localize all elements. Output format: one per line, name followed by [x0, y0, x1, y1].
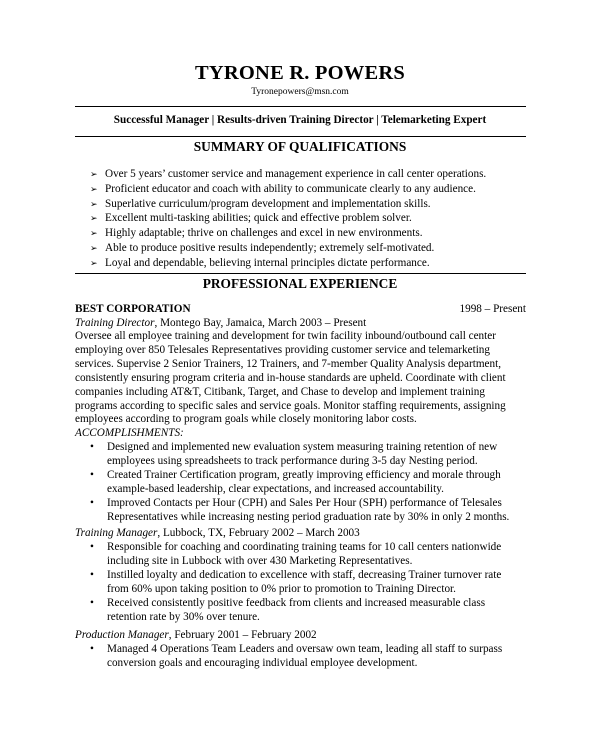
role-details: , February 2001 – February 2002: [168, 629, 317, 641]
role-title: Training Manager: [75, 527, 158, 539]
qualification-item: [90, 167, 486, 182]
bullet-line: from 60% upon taking position to 0% prior to promotion to Training Director.: [107, 582, 456, 595]
arrow-bullet-icon: ➢: [90, 228, 98, 239]
qualification-item: [90, 241, 486, 256]
accomplishment-item: [90, 643, 502, 671]
summary-heading: SUMMARY OF QUALIFICATIONS: [193, 139, 407, 154]
role-title: Production Manager: [75, 629, 169, 641]
bullet-line: Improved Contacts per Hour (CPH) and Sales Per Hour (SPH) performance of Telesales: [107, 496, 502, 509]
bullet-line: Designed and implemented new evaluation system measuring training retention of new: [107, 441, 498, 453]
accomplishments-list: [90, 441, 509, 524]
description-line: services. Supervise 2 Senior Trainers, 12 Trainers, and 7-member Quality Analysis department,: [75, 357, 501, 370]
company-dates: 1998 – Present: [459, 303, 526, 315]
bullet-icon: •: [90, 441, 94, 453]
divider-experience: [75, 273, 526, 274]
accomplishment-item: [90, 541, 501, 569]
role-header-production-manager: [75, 629, 317, 642]
accomplishments-label: ACCOMPLISHMENTS:: [75, 427, 184, 439]
bullet-icon: •: [90, 568, 94, 581]
bullet-line: Created Trainer Certification program, greatly improving efficiency and morale through: [107, 468, 501, 481]
candidate-email: Tyronepowers@msn.com: [251, 87, 349, 97]
role-description: [75, 330, 526, 427]
role-header-training-manager: [75, 527, 360, 540]
bullet-line: employees using spreadsheets to track performance during 3-5 day Nesting period.: [107, 454, 478, 467]
bullet-line: Instilled loyalty and dedication to excellence with staff, decreasing Trainer turnover rate: [107, 568, 502, 581]
qualification-text: Proficient educator and coach with ability to communicate clearly to any audience.: [105, 182, 476, 195]
qualification-text: Superlative curriculum/program development and implementation skills.: [105, 197, 431, 210]
qualification-text: Highly adaptable; thrive on challenges and excel in new environments.: [105, 227, 423, 240]
bullet-line: Received consistently positive feedback from clients and increased measurable class: [107, 596, 486, 609]
description-line: employing over 850 Telesales Representatives providing customer service and telemarketing: [75, 343, 490, 356]
description-line: employees according to program goals while closely monitoring labor costs.: [75, 413, 417, 426]
description-line: Oversee all employee training and development for twin facility inbound/outbound call center: [75, 330, 496, 342]
bullet-line: Responsible for coaching and coordinating training teams for 10 call centers nationwide: [107, 541, 502, 553]
arrow-bullet-icon: ➢: [90, 257, 98, 268]
bullet-icon: •: [90, 596, 94, 609]
description-line: consistently ensuring program criteria and in-house standards are upheld. Coordinate with client: [75, 371, 506, 384]
divider-top: [75, 106, 526, 107]
qualification-text: Able to produce positive results independently; extremely self-motivated.: [105, 241, 435, 254]
qualification-item: [90, 211, 486, 226]
qualification-item: [90, 226, 486, 241]
accomplishment-item: [90, 441, 509, 469]
arrow-bullet-icon: ➢: [90, 213, 98, 224]
divider-summary: [75, 136, 526, 137]
qualifications-list: [90, 167, 486, 271]
qualification-item: [90, 182, 486, 197]
bullet-line: example-based leadership, clear expectations, and increased accountability.: [107, 482, 444, 495]
company-header: [75, 303, 526, 316]
accomplishment-item: [90, 597, 501, 625]
role-details: , Lubbock, TX, February 2002 – March 2003: [157, 527, 360, 539]
bullet-line: Managed 4 Operations Team Leaders and oversaw own team, leading all staff to surpass: [107, 643, 503, 655]
bullet-icon: •: [90, 468, 94, 481]
qualification-text: Over 5 years’ customer service and management experience in call center operations.: [105, 168, 487, 180]
bullet-icon: •: [90, 643, 94, 655]
arrow-bullet-icon: ➢: [90, 242, 98, 253]
bullet-icon: •: [90, 496, 94, 509]
company-name: BEST CORPORATION: [75, 303, 191, 315]
qualification-item: [90, 256, 486, 271]
accomplishment-item: [90, 469, 509, 497]
role-details: , Montego Bay, Jamaica, March 2003 – Present: [154, 317, 367, 329]
production-manager-list: [90, 643, 502, 671]
arrow-bullet-icon: ➢: [90, 198, 98, 209]
bullet-line: Representatives while increasing nesting period graduation rate by 30% in only 2 months.: [107, 510, 510, 523]
description-line: programs according to specific sales and service goals. Monitor staffing requirements, assigning: [75, 399, 506, 412]
role-title: Training Director: [75, 317, 155, 329]
professional-tagline: Successful Manager | Results-driven Training Director | Telemarketing Expert: [113, 114, 487, 126]
experience-heading: PROFESSIONAL EXPERIENCE: [202, 276, 398, 291]
training-manager-list: [90, 541, 501, 624]
arrow-bullet-icon: ➢: [90, 183, 98, 194]
bullet-line: conversion goals and encouraging individual employee development.: [107, 656, 418, 669]
description-line: companies including AT&T, Citibank, Target, and Chase to develop and implement training: [75, 385, 485, 398]
accomplishment-item: [90, 569, 501, 597]
bullet-line: including site in Lubbock with over 430 Marketing Representatives.: [107, 554, 413, 567]
role-header-training-director: [75, 317, 366, 330]
candidate-name: TYRONE R. POWERS: [195, 62, 405, 84]
arrow-bullet-icon: ➢: [90, 169, 98, 179]
accomplishment-item: [90, 497, 509, 525]
qualification-item: [90, 197, 486, 212]
bullet-line: retention rate by 30% over tenure.: [107, 610, 260, 623]
qualification-text: Excellent multi-tasking abilities; quick and effective problem solver.: [105, 212, 412, 225]
bullet-icon: •: [90, 541, 94, 553]
qualification-text: Loyal and dependable, believing internal principles dictate performance.: [105, 256, 430, 269]
